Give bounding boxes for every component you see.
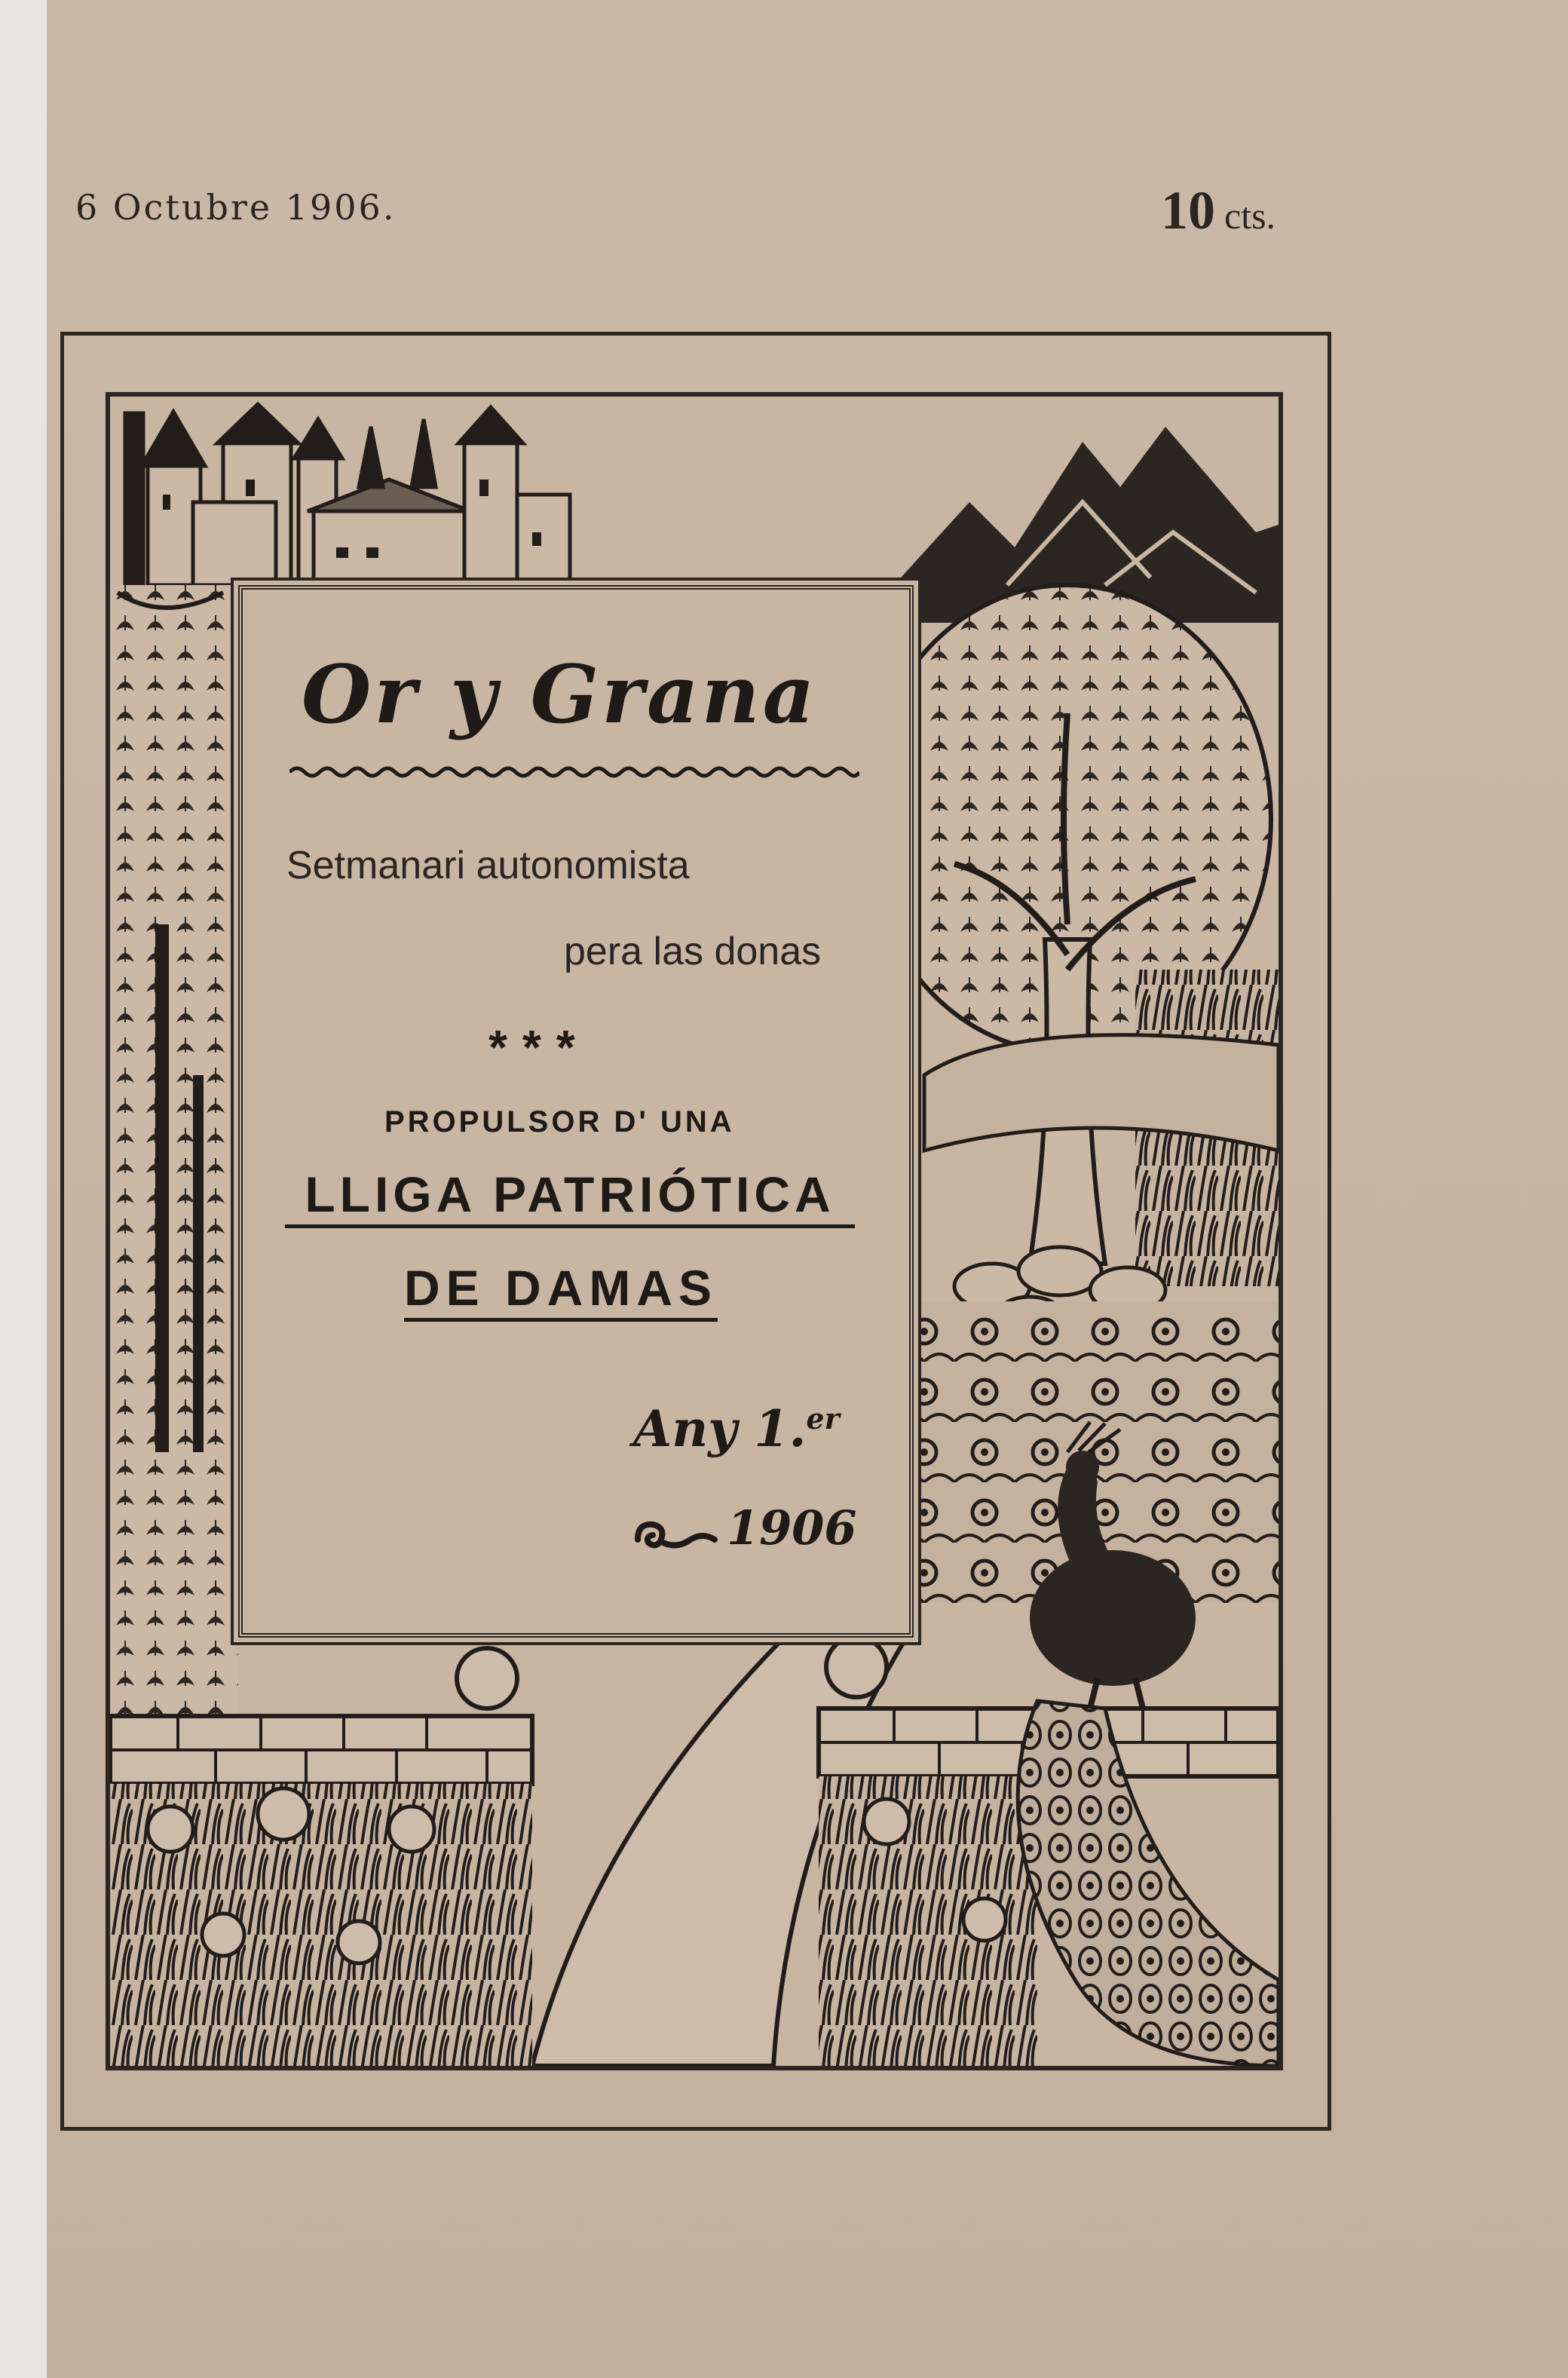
magazine-title: Or y Grana [302, 647, 818, 741]
left-tree-illustration [110, 585, 238, 1716]
volume-sup: er [806, 1402, 840, 1436]
propulsor-text: PROPULSOR D' UNA [384, 1105, 735, 1138]
price-unit: cts. [1224, 195, 1276, 237]
lliga-line-2: DE DAMAS [404, 1259, 718, 1322]
subtitle-line-1: Setmanari autonomista [286, 844, 690, 887]
issue-price [1161, 179, 1276, 242]
binding-strip [0, 0, 47, 2378]
year-text: 1906 [727, 1500, 857, 1555]
year-ornament-icon [630, 1517, 721, 1559]
lliga-line-1: LLIGA PATRIÓTICA [285, 1166, 855, 1228]
title-underline [289, 762, 859, 783]
volume-label [633, 1399, 840, 1458]
subtitle-line-2: pera las donas [564, 930, 822, 973]
star-ornament: *** [488, 1020, 590, 1074]
volume-text: Any 1. [633, 1399, 807, 1458]
issue-date: 6 Octubre 1906. [75, 187, 397, 228]
price-value: 10 [1161, 180, 1215, 241]
